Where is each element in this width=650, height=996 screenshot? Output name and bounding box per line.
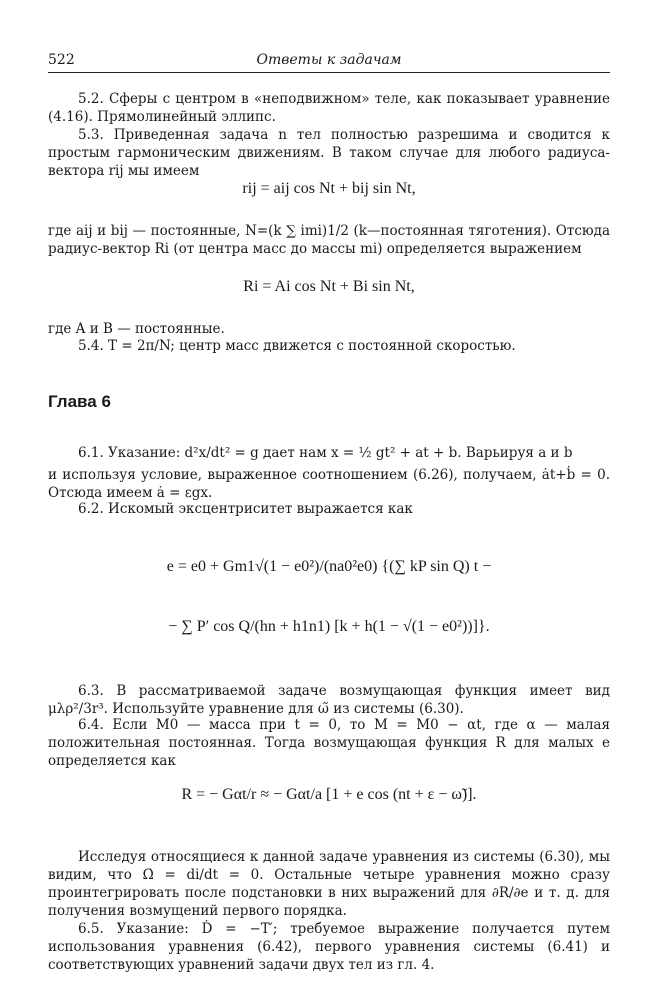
running-title: Ответы к задачам: [256, 52, 402, 68]
answer-6-1: и используя условие, выраженное соотношением (6.26), получаем, ȧt+ḃ = 0. Отсюда имеем ȧ = εgx.: [48, 467, 610, 501]
answer-6-3: 6.3. В рассматриваемой задаче возмущающая функция имеет вид μλρ²/3r³. Используйте уравнение для ω̃ из системы (6.30).: [48, 683, 610, 717]
formula-eccentricity-line1: e = e0 + Gm1√(1 − e0²)/(na0²e0) {(∑ kP sin Q) t −: [166, 558, 492, 575]
answer-6-4: 6.4. Если M0 — масса при t = 0, то M = M0 − αt, где α — малая положительная постоянная. Тогда возмущающая функция R для малых e определяется как: [48, 717, 610, 769]
answer-6-5: 6.5. Указание: Ḋ = −T′; требуемое выражение получается путем использования уравнения (6.42), первого уравнения системы (6.41) и соответствующих уравнений задачи двух тел из гл. 4.: [48, 921, 610, 973]
formula-perturbing-function: R = − Gαt/r ≈ − Gαt/a [1 + e cos (nt + ε − ω̃)].: [181, 786, 477, 803]
running-header: [48, 52, 610, 72]
header-rule: [48, 72, 610, 73]
answer-5-3: 5.3. Приведенная задача n тел полностью разрешима и сводится к простым гармоническим движениям. В таком случае для любого радиуса-вектора rij мы имеем: [48, 127, 610, 179]
answer-5-2: 5.2. Сферы с центром в «неподвижном» теле, как показывает уравнение (4.16). Прямолинейный эллипс.: [48, 91, 610, 125]
chapter-heading: Глава 6: [48, 392, 111, 411]
answer-6-4-continued: Исследуя относящиеся к данной задаче уравнения из системы (6.30), мы видим, что Ω̇ = di/dt = 0. Остальные четыре уравнения можно сразу проинтегрировать после подстановки в них выражений для ∂R/∂e и т. д. для получения возмущений первого порядка.: [48, 849, 610, 919]
formula-eccentricity-line2: − ∑ P′ cos Q/(hn + h1n1) [k + h(1 − √(1 − e0²))]}.: [168, 618, 490, 635]
answer-6-1-line1: 6.1. Указание: d²x/dt² = g дает нам x = ½ gt² + at + b. Варьируя a и b: [78, 445, 573, 461]
book-page: [48, 0, 610, 996]
formula-Ri: Ri = Ai cos Nt + Bi sin Nt,: [243, 278, 415, 295]
formula-rij: rij = aij cos Nt + bij sin Nt,: [242, 180, 416, 197]
answer-6-2: 6.2. Искомый эксцентриситет выражается как: [78, 501, 413, 517]
answer-5-3-continued: где aij и bij — постоянные, N=(k ∑ imi)1/2 (k—постоянная тяготения). Отсюда радиус-вектор Ri (от центра масс до массы mi) определяется выражением: [48, 223, 610, 257]
page-number: 522: [48, 52, 75, 68]
answer-5-3-end: где A и B — постоянные.: [48, 321, 225, 337]
answer-5-4: 5.4. T = 2π/N; центр масс движется с постоянной скоростью.: [78, 338, 516, 354]
